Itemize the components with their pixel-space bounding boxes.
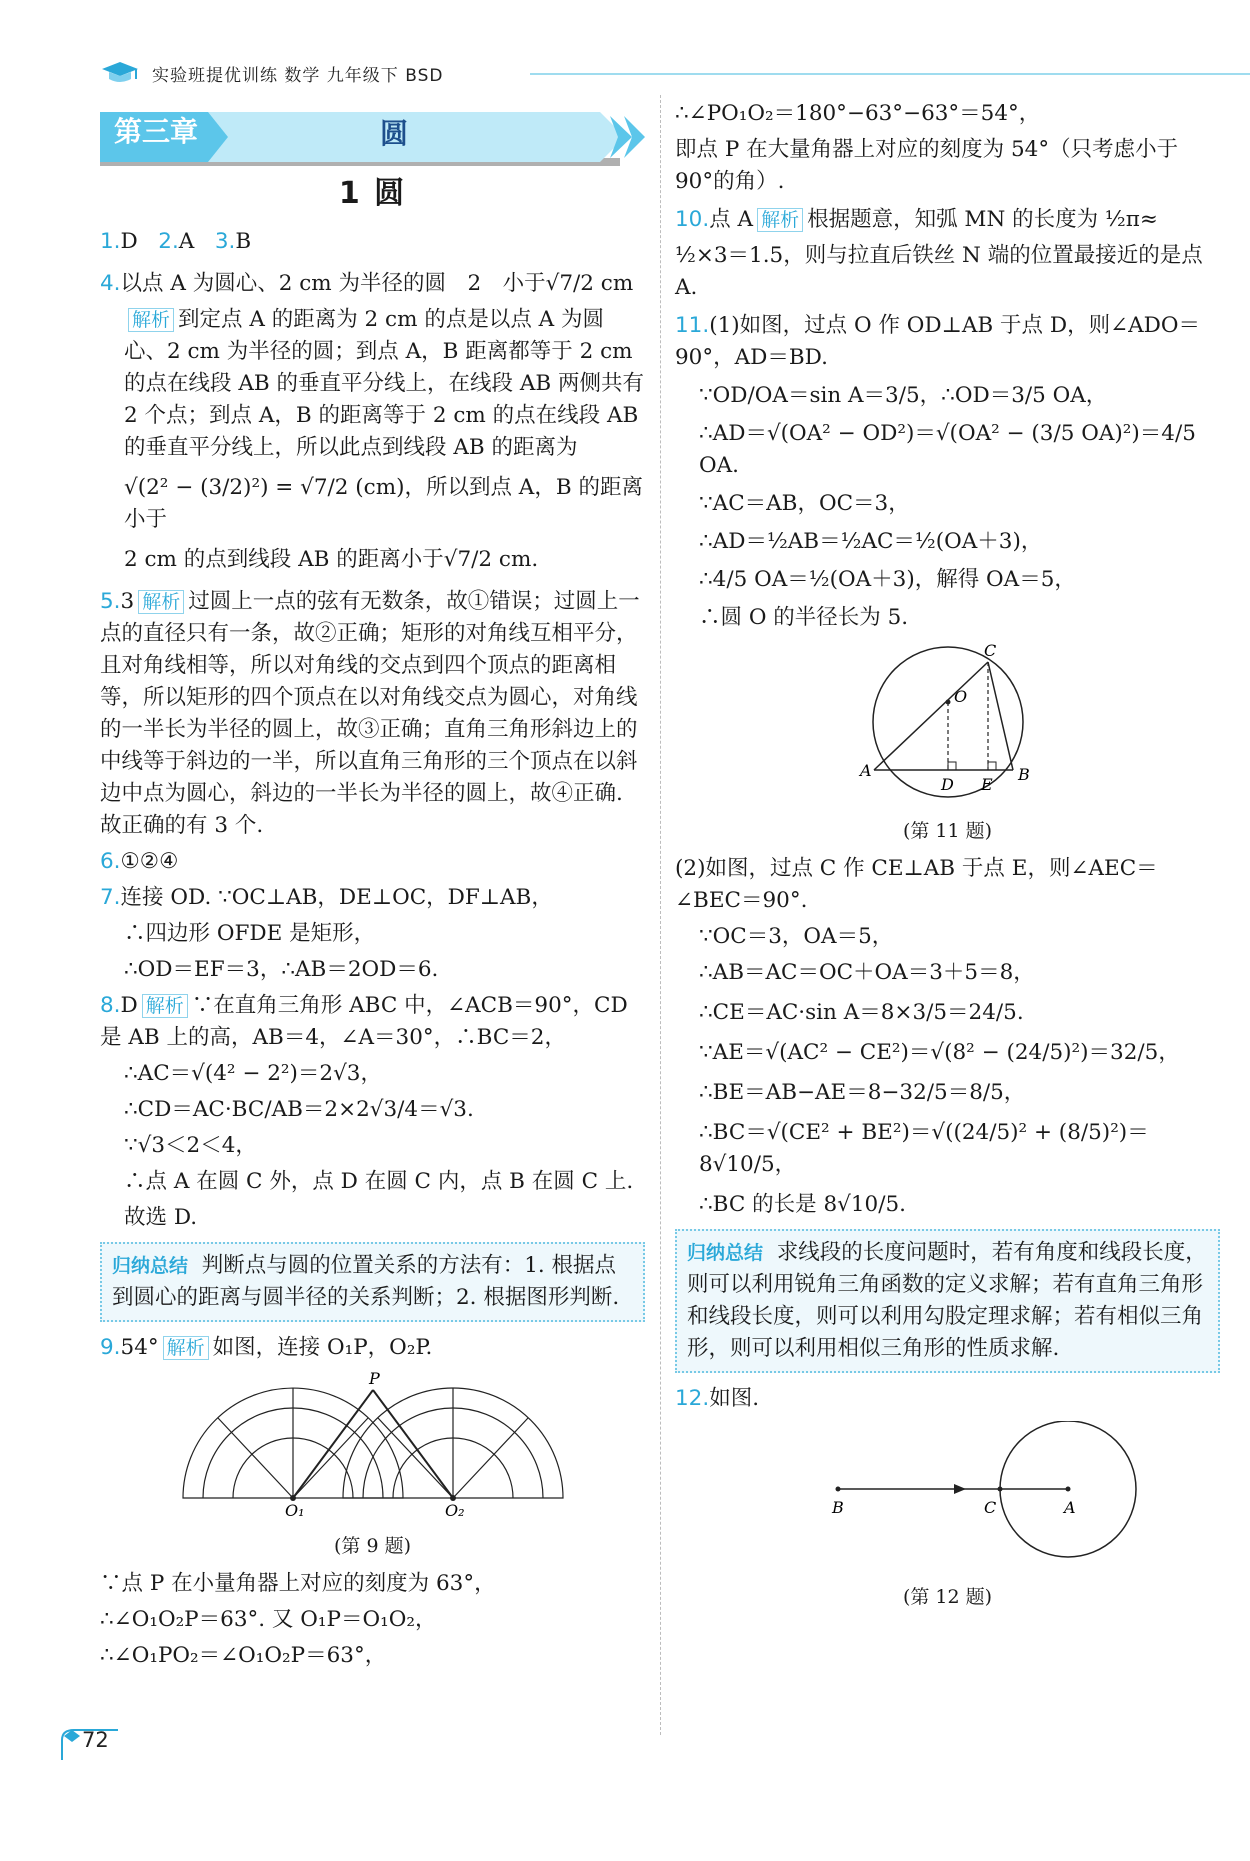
analysis-tag: 解析 — [142, 994, 188, 1018]
answer-9: 9.54° 解析 如图，连接 O₁P，O₂P. — [100, 1335, 433, 1360]
answer-11-line-3: ∴AD＝√(OA² − OD²)＝√(OA² − (3/5 OA)²)＝4/5 OA. — [699, 421, 1196, 478]
answer-9-line-6: 即点 P 在大量角器上对应的刻度为 54°（只考虑小于 90°的角）. — [675, 137, 1179, 194]
summary-box-2 — [675, 1229, 1220, 1373]
analysis-tag: 解析 — [128, 308, 174, 332]
answer-9-line-4: ∴∠O₁PO₂＝∠O₁O₂P＝63°， — [100, 1643, 387, 1668]
page-number: 72 — [60, 1726, 120, 1762]
label-o: O — [953, 687, 967, 706]
graduation-cap-icon — [100, 60, 140, 86]
answer-11-line-6: ∴4/5 OA＝½(OA＋3)，解得 OA＝5， — [699, 567, 1076, 592]
answers-1-3: 1.D 2.A 3.B — [100, 229, 252, 254]
label-c: C — [983, 641, 996, 660]
circle-triangle-figure — [838, 640, 1058, 805]
answer-7-line-2: ∴四边形 OFDE 是矩形， — [124, 921, 376, 946]
ray-circle-figure — [738, 1421, 1158, 1571]
analysis-tag: 解析 — [138, 590, 184, 614]
answer-11-line-9: ∵OC＝3，OA＝5， — [699, 924, 894, 949]
answer-8-line-6: 故选 D. — [124, 1205, 198, 1230]
page-header — [100, 58, 1225, 88]
chapter-banner — [100, 108, 645, 170]
label-a: A — [859, 761, 872, 780]
column-divider — [660, 95, 661, 1735]
protractor-figure — [173, 1370, 573, 1520]
answer-9-line-2: ∵点 P 在小量角器上对应的刻度为 63°， — [100, 1571, 496, 1596]
answer-9-line-5: ∴∠PO₁O₂＝180°−63°−63°＝54°， — [675, 101, 1041, 126]
watermark-graphic — [260, 700, 680, 850]
label-a: A — [1063, 1498, 1076, 1517]
analysis-4: 解析 到定点 A 的距离为 2 cm 的点是以点 A 为圆心、2 cm 为半径的圆；到点 A，B 距离都等于 2 cm 的点在线段 AB 的垂直平分线上，在线段 AB 两侧共有 2 个点；到点 A，B 的距离等于 2 cm 的点在线段 AB 的垂直平分线上，所以此点到线段 AB 的距离为 — [124, 307, 644, 460]
answer-11-line-2: ∵OD/OA＝sin A＝3/5，∴OD＝3/5 OA， — [699, 383, 1108, 408]
answer-11-line-5: ∴AD＝½AB＝½AC＝½(OA＋3)， — [699, 529, 1043, 554]
summary-text: 求线段的长度问题时，若有角度和线段长度，则可以利用锐角三角函数的定义求解；若有直角三角形和线段长度，则可以利用勾股定理求解；若有相似三角形，则可以利用相似三角形的性质求解. — [687, 1240, 1207, 1361]
label-e: E — [980, 775, 993, 794]
label-c: C — [983, 1498, 996, 1517]
answer-10: 10.点 A 解析 根据题意，知弧 MN 的长度为 ½π≈ — [675, 207, 1158, 232]
answer-12: 12.如图. — [675, 1386, 760, 1411]
summary-title: 归纳总结 — [687, 1242, 764, 1264]
chapter-title: 圆 — [380, 117, 409, 150]
answer-8-line-3: ∴CD＝AC·BC/AB＝2×2√3/4＝√3. — [124, 1097, 474, 1122]
summary-text: 判断点与圆的位置关系的方法有：1. 根据点到圆心的距离与圆半径的关系判断；2. 根据图形判断. — [112, 1253, 620, 1310]
label-b: B — [1017, 765, 1030, 784]
book-title: 实验班提优训练 数学 九年级下 BSD — [152, 66, 444, 86]
analysis-tag: 解析 — [163, 1336, 209, 1360]
answer-8: 8.D 解析 ∵在直角三角形 ABC 中，∠ACB＝90°，CD 是 AB 上的高，AB＝4，∠A＝30°，∴BC＝2， — [100, 993, 628, 1050]
label-d: D — [940, 775, 954, 794]
answer-11-line-4: ∵AC＝AB，OC＝3， — [699, 491, 910, 516]
answer-10-line-2: ½×3＝1.5，则与拉直后铁丝 N 端的位置最接近的是点 A. — [675, 243, 1203, 300]
label-b: B — [831, 1498, 844, 1517]
chapter-number: 第三章 — [114, 115, 199, 148]
figure-9-caption: (第 9 题) — [334, 1535, 411, 1557]
answer-8-line-5: ∴点 A 在圆 C 外，点 D 在圆 C 内，点 B 在圆 C 上. — [124, 1169, 634, 1194]
answer-11-part-2: (2)如图，过点 C 作 CE⊥AB 于点 E，则∠AEC＝∠BEC＝90°. — [675, 856, 1158, 913]
section-title: 1 圆 — [338, 176, 407, 211]
answer-8-line-4: ∵√3＜2＜4， — [124, 1133, 257, 1158]
answer-7-line-3: ∴OD＝EF＝3，∴AB＝2OD＝6. — [124, 957, 439, 982]
analysis-tag: 解析 — [757, 208, 803, 232]
analysis-4-formula: √(2² − (3/2)²) = √7/2 (cm)，所以到点 A，B 的距离小于 — [124, 475, 643, 532]
answer-11-line-13: ∴BE＝AB−AE＝8−32/5＝8/5， — [699, 1080, 1026, 1105]
answer-11-line-11: ∴CE＝AC·sin A＝8×3/5＝24/5. — [699, 1000, 1024, 1025]
answer-11: 11.(1)如图，过点 O 作 OD⊥AB 于点 D，则∠ADO＝90°，AD＝BD. — [675, 313, 1201, 370]
left-column — [100, 100, 645, 1676]
header-rule — [530, 73, 1250, 75]
answer-11-line-10: ∴AB＝AC＝OC＋OA＝3＋5＝8， — [699, 960, 1035, 985]
figure-11 — [675, 640, 1220, 847]
answer-11-line-7: ∴圆 O 的半径长为 5. — [699, 605, 909, 630]
summary-box-1 — [100, 1242, 645, 1322]
answer-5: 5.3 解析 过圆上一点的弦有无数条，故①错误；过圆上一点的直径只有一条，故②正确；矩形的对角线互相平分，且对角线相等，所以对角线的交点到四个顶点的距离相等，所以矩形的四个顶点在以对角线交点为圆心，对角线的一半长为半径的圆上，故③正确；直角三角形斜边上的中线等于斜边的一半，所以直角三角形的三个顶点在以斜边中点为圆心，斜边的一半长为半径的圆上，故④正确. 故正确的有 3 个. — [100, 589, 640, 838]
answer-8-line-2: ∴AC＝√(4² − 2²)＝2√3， — [124, 1061, 382, 1086]
answer-6: 6.①②④ — [100, 849, 179, 874]
right-column — [675, 98, 1220, 1619]
answer-11-line-12: ∵AE＝√(AC² − CE²)＝√(8² − (24/5)²)＝32/5， — [699, 1040, 1180, 1065]
answer-11-line-15: ∴BC 的长是 8√10/5. — [699, 1192, 906, 1217]
answer-9-line-3: ∴∠O₁O₂P＝63°. 又 O₁P＝O₁O₂， — [100, 1607, 437, 1632]
answer-11-line-14: ∴BC＝√(CE² + BE²)＝√((24/5)² + (8/5)²)＝8√10/5， — [699, 1120, 1149, 1177]
label-o2: O₂ — [444, 1501, 465, 1520]
analysis-4-end: 2 cm 的点到线段 AB 的距离小于√7/2 cm. — [124, 547, 539, 572]
figure-12 — [675, 1421, 1220, 1613]
label-o1: O₁ — [284, 1501, 305, 1520]
label-p: P — [368, 1370, 380, 1388]
answer-4: 4.以点 A 为圆心、2 cm 为半径的圆 2 小于√7/2 cm — [100, 271, 634, 296]
figure-11-caption: (第 11 题) — [902, 820, 993, 842]
figure-12-caption: (第 12 题) — [902, 1586, 993, 1608]
figure-9 — [100, 1370, 645, 1562]
answer-7: 7.连接 OD. ∵OC⊥AB，DE⊥OC，DF⊥AB， — [100, 885, 553, 910]
summary-title: 归纳总结 — [112, 1255, 189, 1277]
